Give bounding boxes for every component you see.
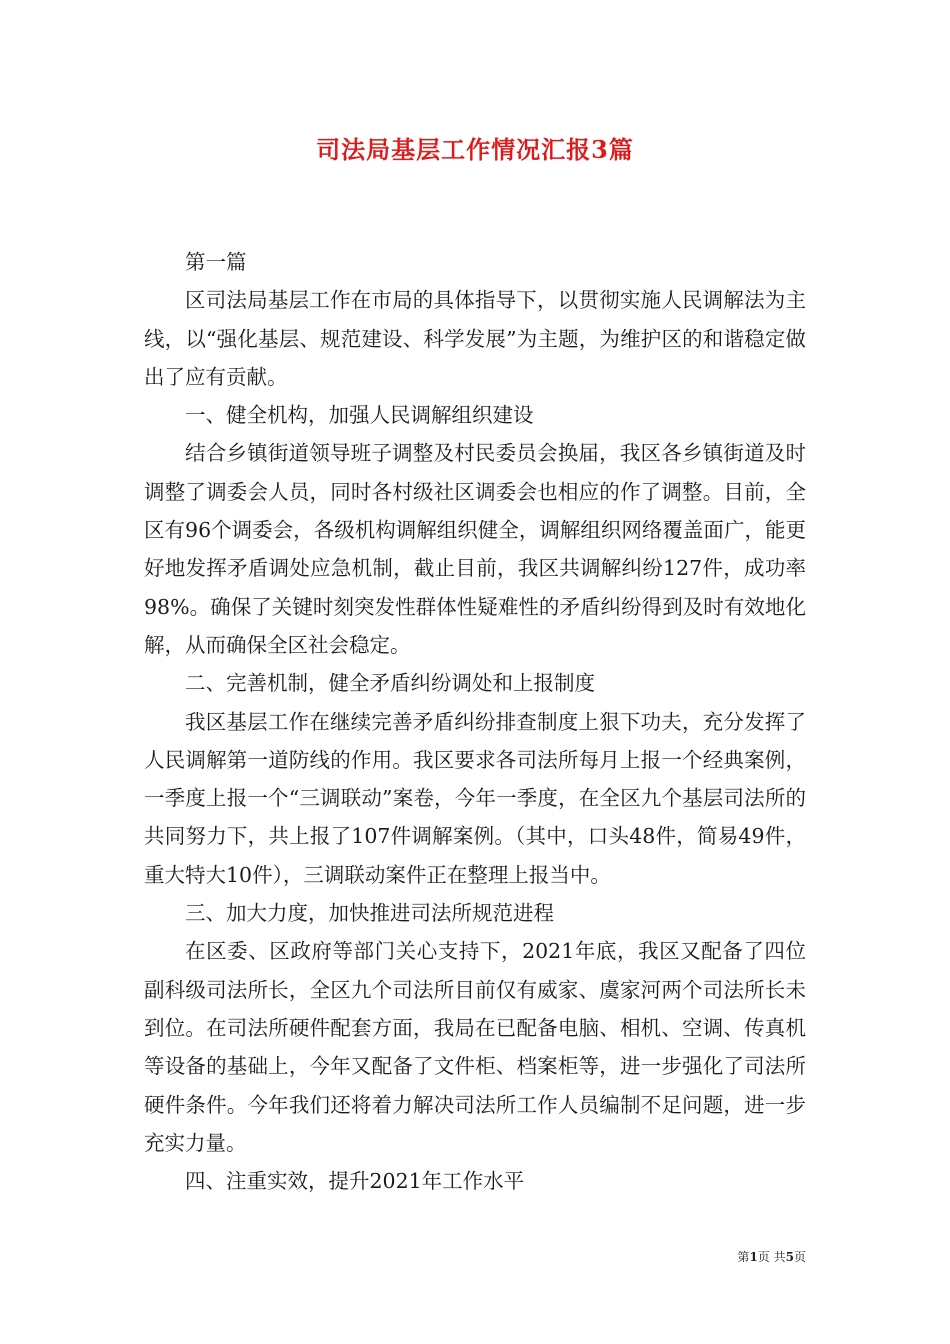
document-title: 司法局基层工作情况汇报3篇 bbox=[316, 135, 634, 164]
footer-suffix: 页 bbox=[793, 1250, 806, 1264]
section-heading-4: 四、注重实效，提升2021年工作水平 bbox=[185, 1169, 525, 1194]
footer-total-pages: 5 bbox=[785, 1250, 794, 1264]
body-paragraph-1: 结合乡镇街道领导班子调整及村民委员会换届，我区各乡镇街道及时调整了调委会人员，同时各村级社区调委会也相应的作了调整。目前，全区有96个调委会，各级机构调解组织健全，调解组织网络覆盖面广，能更好地发挥矛盾调处应急机制，截止目前，我区共调解纠纷127件，成功率98%。确保了关键时刻突发性群体性疑难性的矛盾纠纷得到及时有效地化解，从而确保全区社会稳定。 bbox=[144, 441, 806, 657]
footer-prefix: 第 bbox=[737, 1250, 750, 1264]
body-paragraph-3: 在区委、区政府等部门关心支持下，2021年底，我区又配备了四位副科级司法所长，全区九个司法所目前仅有威家、虞家河两个司法所长未到位。在司法所硬件配套方面，我局在已配备电脑、相机、空调、传真机等设备的基础上，今年又配备了文件柜、档案柜等，进一步强化了司法所硬件条件。今年我们还将着力解决司法所工作人员编制不足问题，进一步充实力量。 bbox=[144, 939, 806, 1155]
section-heading-1: 一、健全机构，加强人民调解组织建设 bbox=[185, 403, 534, 428]
body-paragraph-2: 我区基层工作在继续完善矛盾纠纷排查制度上狠下功夫，充分发挥了人民调解第一道防线的作用。我区要求各司法所每月上报一个经典案例，一季度上报一个“三调联动”案卷，今年一季度，在全区九个基层司法所的共同努力下，共上报了107件调解案例。（其中，口头48件，简易49件，重大特大10件），三调联动案件正在整理上报当中。 bbox=[144, 709, 806, 887]
intro-paragraph: 区司法局基层工作在市局的具体指导下，以贯彻实施人民调解法为主线，以“强化基层、规范建设、科学发展”为主题，为维护区的和谐稳定做出了应有贡献。 bbox=[144, 288, 806, 389]
section-label: 第一篇 bbox=[185, 250, 247, 274]
footer-current-page: 1 bbox=[749, 1250, 758, 1264]
section-heading-2: 二、完善机制，健全矛盾纠纷调处和上报制度 bbox=[185, 671, 595, 696]
section-heading-3: 三、加大力度，加快推进司法所规范进程 bbox=[185, 901, 554, 926]
page-footer bbox=[737, 1248, 806, 1265]
footer-middle: 页 共 bbox=[757, 1250, 786, 1264]
document-body bbox=[144, 243, 806, 1200]
